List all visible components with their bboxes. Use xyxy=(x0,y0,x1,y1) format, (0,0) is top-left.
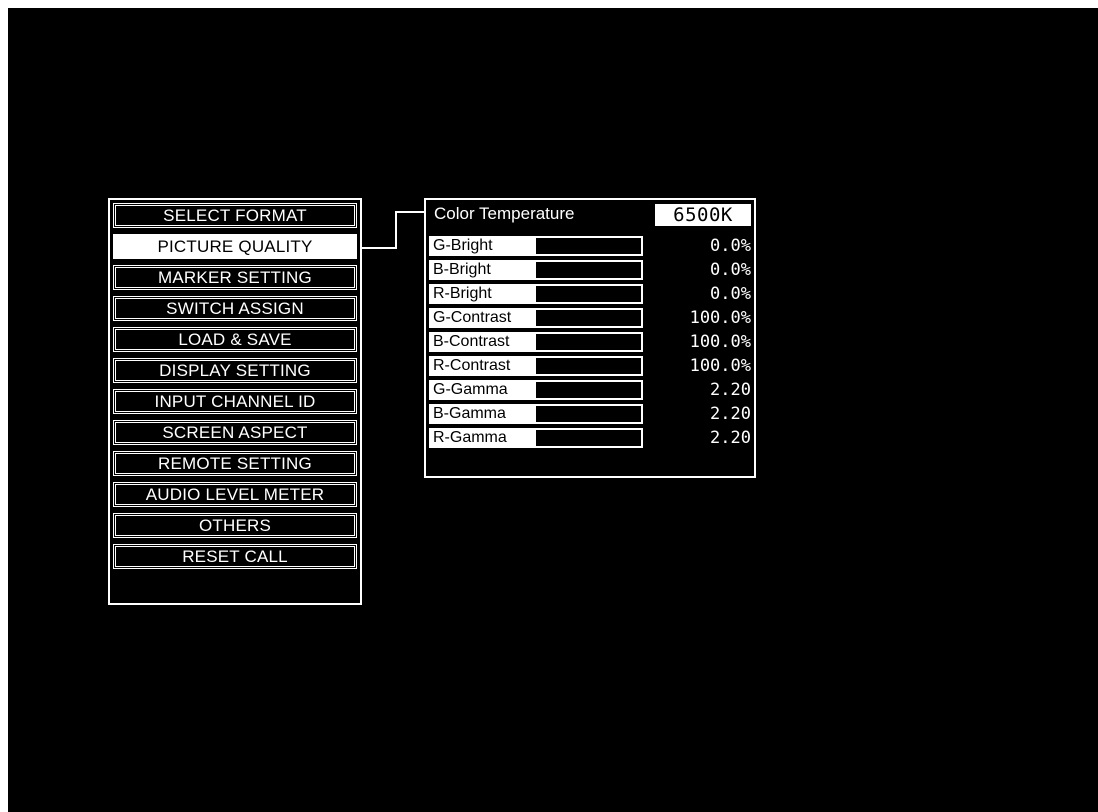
param-value: 100.0% xyxy=(689,332,751,352)
param-label: B-Bright xyxy=(433,262,491,278)
main-menu-list xyxy=(110,200,360,603)
param-label: R-Gamma xyxy=(433,430,507,446)
param-value: 0.0% xyxy=(710,284,751,304)
param-value: 100.0% xyxy=(689,356,751,376)
menu-item-label: INPUT CHANNEL ID xyxy=(154,391,316,411)
param-row-r-contrast[interactable] xyxy=(426,354,754,378)
param-value: 2.20 xyxy=(710,428,751,448)
param-label: G-Gamma xyxy=(433,382,508,398)
param-value: 0.0% xyxy=(710,260,751,280)
menu-item-label: REMOTE SETTING xyxy=(158,453,312,473)
param-row-b-contrast[interactable] xyxy=(426,330,754,354)
param-slider[interactable] xyxy=(429,380,643,400)
param-label: B-Gamma xyxy=(433,406,506,422)
color-temperature-row[interactable] xyxy=(426,200,754,227)
param-slider[interactable] xyxy=(429,356,643,376)
menu-item-label: DISPLAY SETTING xyxy=(159,360,311,380)
color-temperature-value[interactable]: 6500K xyxy=(655,204,751,226)
param-value: 2.20 xyxy=(710,380,751,400)
menu-item-audio-level-meter[interactable] xyxy=(113,482,357,507)
param-row-g-bright[interactable] xyxy=(426,234,754,258)
menu-item-label: LOAD & SAVE xyxy=(178,329,292,349)
menu-item-label: SELECT FORMAT xyxy=(163,205,307,225)
menu-item-label: MARKER SETTING xyxy=(158,267,312,287)
menu-item-load-save[interactable] xyxy=(113,327,357,352)
param-row-r-gamma[interactable] xyxy=(426,426,754,450)
menu-item-remote-setting[interactable] xyxy=(113,451,357,476)
menu-item-input-channel-id[interactable] xyxy=(113,389,357,414)
color-temperature-label: Color Temperature xyxy=(434,204,575,223)
param-slider[interactable] xyxy=(429,236,643,256)
param-label: G-Contrast xyxy=(433,310,512,326)
monitor-screen xyxy=(8,8,1098,812)
menu-item-display-setting[interactable] xyxy=(113,358,357,383)
param-row-g-contrast[interactable] xyxy=(426,306,754,330)
param-row-g-gamma[interactable] xyxy=(426,378,754,402)
param-slider[interactable] xyxy=(429,428,643,448)
param-label: R-Bright xyxy=(433,286,492,302)
menu-item-reset-call[interactable] xyxy=(113,544,357,569)
param-label: G-Bright xyxy=(433,238,493,254)
param-slider[interactable] xyxy=(429,284,643,304)
param-row-b-bright[interactable] xyxy=(426,258,754,282)
menu-item-label: OTHERS xyxy=(198,515,272,535)
menu-item-label: PICTURE QUALITY xyxy=(157,236,313,256)
param-value: 0.0% xyxy=(710,236,751,256)
menu-item-label: RESET CALL xyxy=(182,546,288,566)
menu-item-select-format[interactable] xyxy=(113,203,357,228)
menu-item-picture-quality[interactable] xyxy=(113,234,357,259)
menu-item-screen-aspect[interactable] xyxy=(113,420,357,445)
param-slider[interactable] xyxy=(429,332,643,352)
menu-item-marker-setting[interactable] xyxy=(113,265,357,290)
param-value: 2.20 xyxy=(710,404,751,424)
main-menu xyxy=(108,198,362,605)
menu-item-switch-assign[interactable] xyxy=(113,296,357,321)
param-label: R-Contrast xyxy=(433,358,511,374)
param-label: B-Contrast xyxy=(433,334,510,350)
menu-item-label: AUDIO LEVEL METER xyxy=(145,484,325,504)
menu-item-label: SWITCH ASSIGN xyxy=(166,298,304,318)
param-row-r-bright[interactable] xyxy=(426,282,754,306)
menu-item-label: SCREEN ASPECT xyxy=(162,422,308,442)
param-slider[interactable] xyxy=(429,404,643,424)
param-row-b-gamma[interactable] xyxy=(426,402,754,426)
picture-quality-panel xyxy=(424,198,756,478)
param-slider[interactable] xyxy=(429,308,643,328)
menu-connector-line xyxy=(362,203,426,253)
param-value: 100.0% xyxy=(689,308,751,328)
menu-item-others[interactable] xyxy=(113,513,357,538)
param-slider[interactable] xyxy=(429,260,643,280)
